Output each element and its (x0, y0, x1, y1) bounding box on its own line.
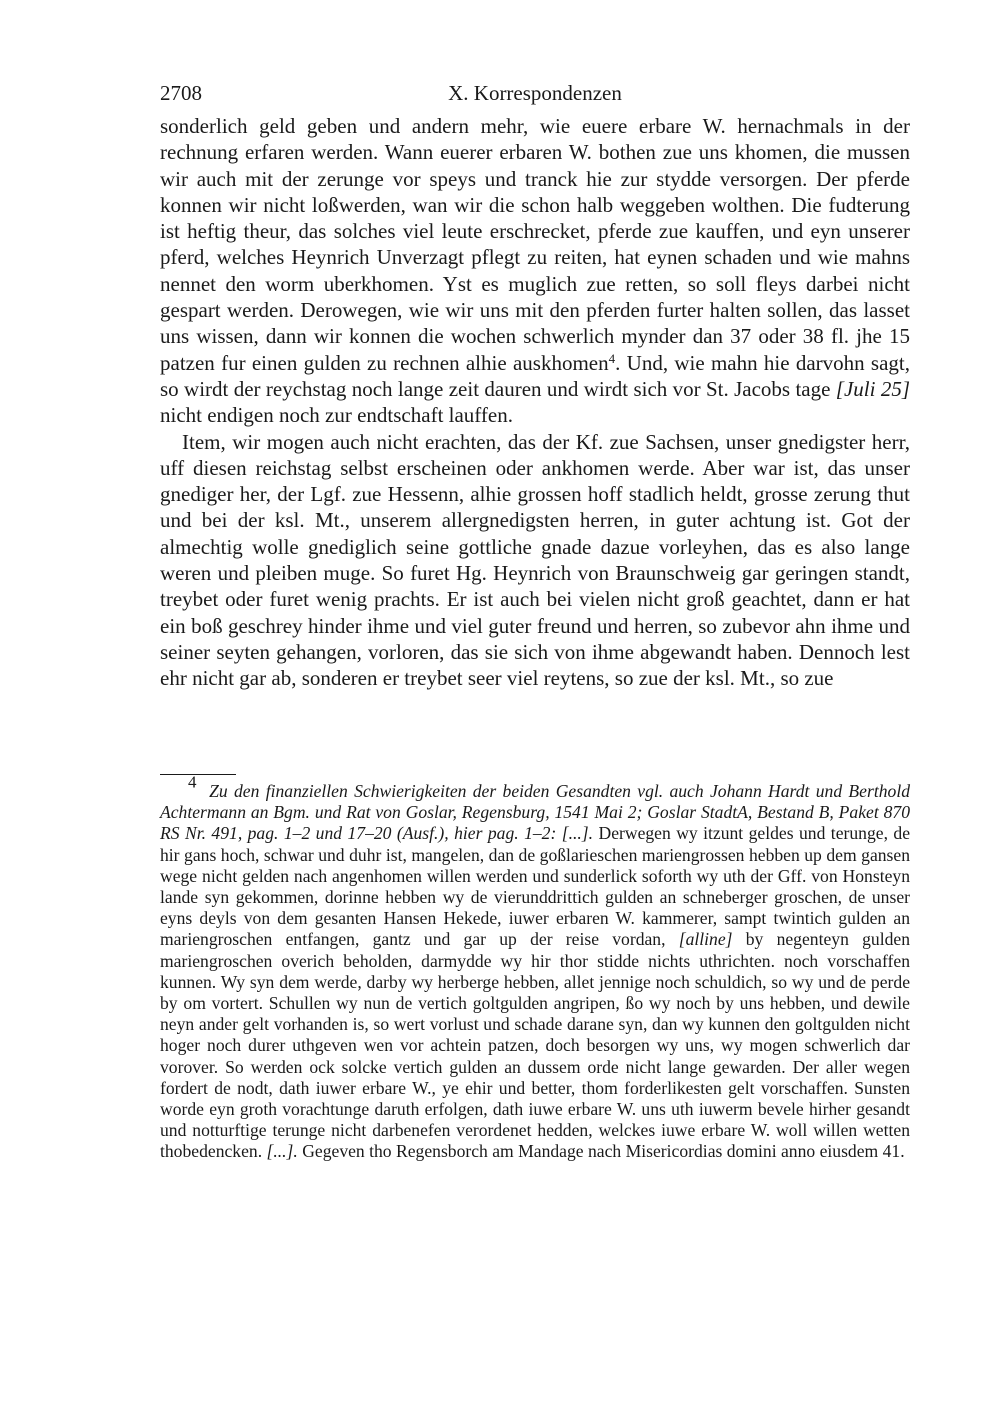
paragraph-1 (160, 113, 910, 429)
running-header (160, 80, 910, 106)
footnote-body (160, 772, 911, 1163)
footnote-italic-intro: Zu den finanziellen Schwierigkeiten der beiden Gesandten vgl. auch Johann Hardt und Berthold Achtermann an Bgm. und Rat von Goslar, Regensburg, 1541 Mai 2; Goslar StadtA, Bestand B, Paket 870 RS Nr. 491, pag. 1–2 und 17–20 (Ausf.), hier pag. 1–2: [...]. (160, 781, 911, 844)
paragraph-2: Item, wir mogen auch nicht erachten, das der Kf. zue Sachsen, unser gnedigster herr, uff diesen reichstag selbst erscheinen oder ankhomen werde. Aber war ist, das unser gnediger her, der Lgf. zue Hessenn, alhie grossen hoff stadlich heldt, grosse zerung thut und bei der ksl. Mt., unserem allergnedigsten herren, in guter achtung ist. Got der almechtig wolle gnediglich seine gottliche gnade dazue vorleyhen, das es also lange weren und pleiben muge. So furet Hg. Heynrich von Braunschweig gar geringen standt, treybet oder furet wenig prachts. Er ist auch bei vielen nicht groß geachtet, dann er hat ein boß geschrey hinder ihme und viel guter freund und herren, so zubevor ahn ihme und seiner seyten gehangen, vorloren, das sie sich von ihme abgewandt haben. Dennoch lest ehr nicht gar ab, sonderen er treybet seer viel reytens, so zue der ksl. Mt., so zue (160, 429, 910, 691)
footnote-reference: 4 (608, 350, 616, 366)
paragraph-1-text-a: sonderlich geld geben und andern mehr, wie euere erbare W. hernachmals in der rechnung erfaren werden. Wann euerer erbaren W. bothen zue uns khomen, die mussen wir auch mit der zerunge vor speys und tranck hie zur stydde versorgen. Der pferde konnen wir nicht loßwerden, wan wir die schon halb weggeben wolthen. Die fudterung ist heftig theur, das solches viel leute erschrecket, pferde zue kauffen, und eyn unserer pferd, welches Heynrich Unverzagt pflegt zu reiten, hat eynen schaden und wie mahns nennet den worm uberkhomen. Yst es muglich zue retten, so soll fleys darbei nicht gespart werden. Derowegen, wie wir uns mit den pferden furter halten sollen, das lasset uns wissen, dann wir konnen die wochen schwerlich mynder dan 37 oder 38 fl. jhe 15 patzen fur einen gulden zu rechnen alhie auskhomen (160, 114, 910, 375)
footnote-4 (160, 772, 911, 1163)
main-text (160, 113, 910, 692)
paragraph-1-text-c: nicht endigen noch zur endtschaft lauffen. (160, 403, 513, 428)
footnote-text-a: Derwegen wy itzunt geldes und terunge, de hir gans hoch, schwar und duhr ist, mangelen, dan de goßlarieschen mariengrossen hebben up dem gansen wege nicht gelden nach angenhomen willen werden und sunderlick soforth wy uth der Gff. von Honsteyn lande syn gekommen, dorinne hebben wy de vierunddrittich gulden an schneberger groschen, de unser eyns deyls von dem gesanten Hansen Hekede, iuwer erbaren W. kammerer, sampt twintich gulden an mariengroschen entfangen, gantz und gar up der reise vordan, (160, 823, 910, 950)
footnote-text-b: by negenteyn gulden mariengroschen overich beholden, darmydde wy hir thor stidde nichts uthrichten. noch vorschaffen kunnen. Wy syn dem werde, darby wy herberge hebben, allet jennige noch schuldich, so wy und de perde by om vortert. Schullen wy nun de vertich goltgulden angripen, ßo wy noch by uns hebben, und dewile neyn ander gelt vorhanden is, so wert vorlust und schade darane syn, dan wy kunnen den goltgulden nicht hoger noch durer uthgeven wen vor achtein patzen, doch besorgen wy uns, wy mogen schwerlich dar vorover. So werden ock solcke vertich gulden an dussem orde nicht lange gewarden. Der aller wegen fordert de nodt, dath iuwer erbare W., ye ehir und better, thom forderlikesten gelt vorschaffen. Sunsten worde eyn groth vorachtunge daruth erfolgen, dath iuwe erbare W. uns uth iuwerm bevele hirher gesandt und notturftige terunge nicht darbenefen verordenet hedden, welckes iuwe erbare W. woll willen wetten thobedencken. (160, 929, 910, 1162)
paragraph-1-text-b: . Und, wie mahn hie darvohn sagt, so wirdt der reychstag noch lange zeit dauren und wirdt sich vor St. Jacobs tage (160, 350, 910, 401)
footnote-separator (160, 774, 236, 775)
page-number: 2708 (160, 81, 202, 105)
running-title: X. Korrespondenzen (448, 81, 622, 105)
footnote-number: 4 (188, 772, 197, 792)
footnote-italic-alline: [alline] (678, 929, 733, 950)
document-page (160, 80, 911, 1162)
footnote-italic-ellipsis: [...]. (266, 1141, 298, 1162)
footnote-text-c: Gegeven tho Regensborch am Mandage nach Misericordias domini anno eiusdem 41. (297, 1141, 905, 1162)
editorial-date-note: [Juli 25] (835, 376, 910, 401)
